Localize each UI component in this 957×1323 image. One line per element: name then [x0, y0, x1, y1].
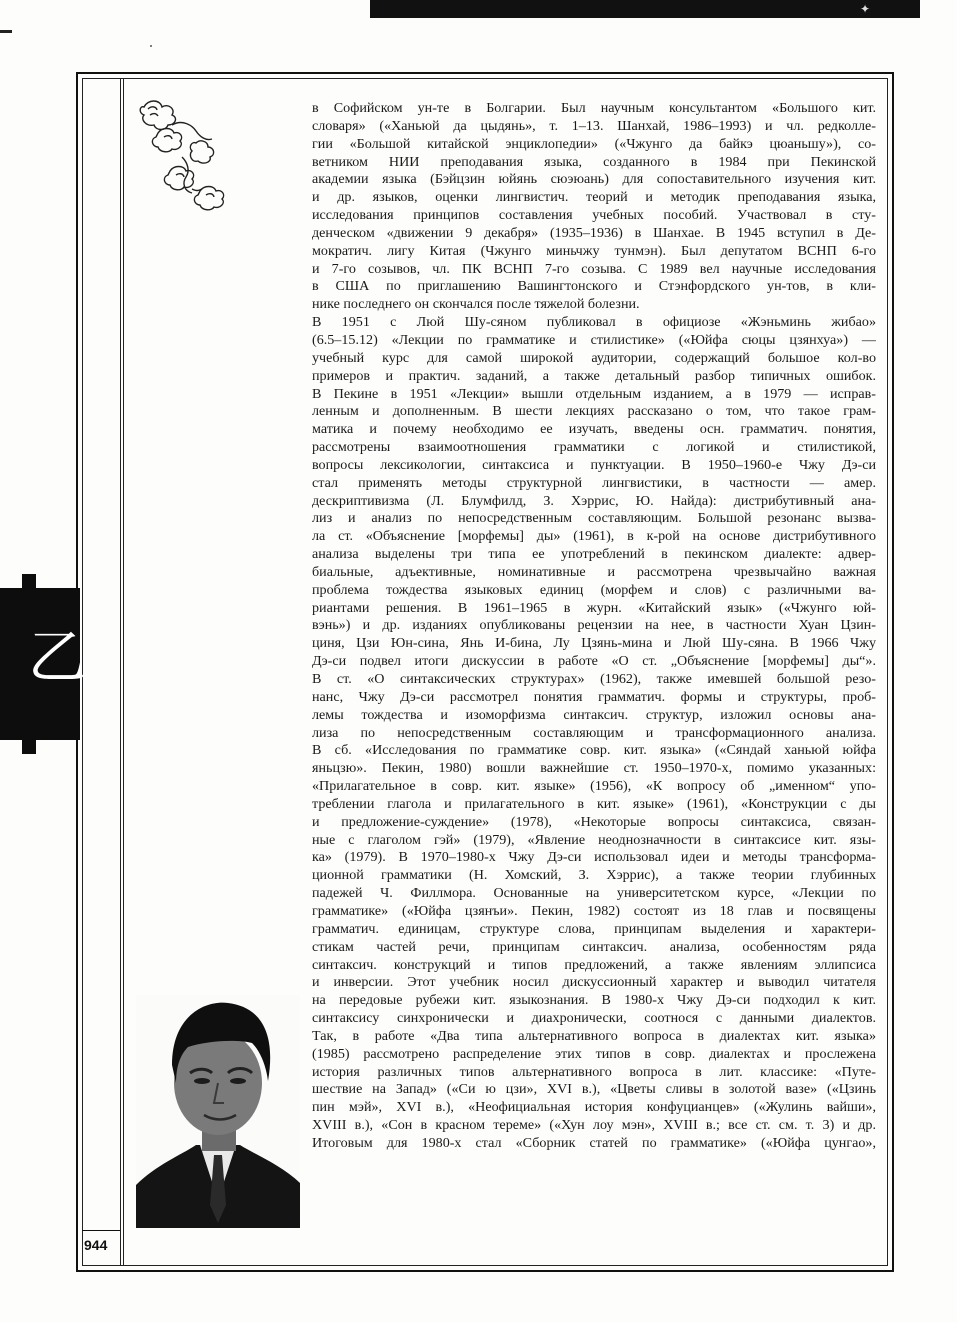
- text-line: (6.5–15.12) «Лекции по грамматике и стилистике» («Юйфа сюцы цзянхуа») —: [312, 331, 876, 348]
- text-line: ка» (1979). В 1970–1980-х Чжу Дэ-си использовал идеи и методы трансформа-: [312, 849, 876, 866]
- text-line: треблении глагола и прилагательного в кит. языке» (1961), «Конструкции с ды: [312, 795, 876, 812]
- text-line: В сб. «Исследования по грамматике совр. кит. языка» («Сяндай ханьюй юйфа: [312, 742, 876, 759]
- text-line: анализа выделены три типа ее употреблений в пекинском диалекте: адвер-: [312, 546, 876, 563]
- text-line: учебный курс для самой широкой аудитории, содержащий большое кол-во: [312, 349, 876, 366]
- header-ornament-icon: ✦: [859, 2, 870, 16]
- text-line: В 1951 с Люй Шу-сяном публиковал в официозе «Жэньминь жибао»: [312, 314, 876, 331]
- text-line: XVIII в.), «Сон в красном тереме» («Хун лоу мэн», XVIII в.; все ст. см. т. 3) и др.: [312, 1117, 876, 1134]
- text-line: проблема тождества языковых единиц (морфем и слов) с различными ва-: [312, 581, 876, 598]
- text-line: «Прилагательное в совр. кит. языке» (1956), «К вопросу об „именном“ упо-: [312, 778, 876, 795]
- text-line: пин мэй», XVI в.), «Неофициальная история конфуцианцев» («Жулинь вайши»,: [312, 1099, 876, 1116]
- text-line: синтаксису синхронически и диахронически, соотнося с данными диалектов.: [312, 1010, 876, 1027]
- text-line: стал применять методы структурной лингвистики, в частности — амер.: [312, 474, 876, 491]
- cloud-ornament-icon: [136, 95, 241, 215]
- text-line: В ст. «О синтаксических структурах» (1962), также имевшей большой резо-: [312, 671, 876, 687]
- tab-stub-top: [22, 574, 36, 588]
- tab-stub-bottom: [22, 740, 36, 754]
- text-line: словаря» («Ханьюй да цыдянь», т. 1–13. Шанхай, 1986–1993) и чл. редколле-: [312, 117, 876, 134]
- page-number-rule: [82, 1230, 120, 1231]
- margin-rule-double: [123, 78, 124, 1266]
- text-line: академии языка (Бэйцзин юйянь сюэюань) для сопоставительного изучения кит.: [312, 171, 876, 188]
- section-thumb-tab: [0, 588, 87, 740]
- text-line: в США по приглашению Вашингтонского и Стэнфордского ун-тов, в кли-: [312, 278, 876, 295]
- text-line: денческом «движении 9 декабря» (1935–1936) в Шанхае. В 1945 вступил в Де-: [312, 224, 876, 241]
- text-line: исследования принципов составления учебных пособий. Участвовал в сту-: [312, 207, 876, 224]
- text-line: дескриптивизма (Л. Блумфилд, З. Хэррис, Ю. Найда): дистрибутивный ана-: [312, 492, 876, 509]
- text-line: и 7-го созывов, чл. ПК ВСНП 7-го созыва. С 1989 вел научные исследования: [312, 260, 876, 277]
- text-line: яньцзю». Пекин, 1980) вошли важнейшие ст. 1950–1970-х, помимо указанных:: [312, 760, 876, 777]
- text-line: матика и почему необходимо ее изучать, введены осн. грамматич. понятия,: [312, 421, 876, 438]
- text-line: В Пекине в 1951 «Лекции» вышли отдельным изданием, а в 1979 — исправ-: [312, 385, 876, 402]
- margin-rule: [120, 78, 121, 1266]
- text-line: ные с глаголом гэй» (1979), «Явление неоднозначности в синтаксисе кит. язы-: [312, 831, 876, 848]
- text-line: вопросы лексикологии, синтаксиса и пунктуации. В 1950–1960-е Чжу Дэ-си: [312, 456, 876, 473]
- text-line: шествие на Запад» («Си ю цзи», XVI в.), «Цветы сливы в золотой вазе» («Цзинь: [312, 1081, 876, 1098]
- text-line: и инверсии. Этот учебник носил дискуссионный характер и выводил читателя: [312, 974, 876, 991]
- scan-dot: [150, 45, 152, 47]
- text-line: падежей Ч. Филлмора. Основанные на университетском курсе, «Лекции по: [312, 885, 876, 902]
- text-line: нике последнего он скончался после тяжелой болезни.: [312, 296, 640, 313]
- text-line: циня, Цзи Юн-сина, Янь И-бина, Лу Цзянь-мина и Люй Шу-сяна. В 1966 Чжу: [312, 635, 876, 652]
- text-line: стикам частей речи, принципам синтаксич. анализа, особенностям ряда: [312, 938, 876, 955]
- top-header-bar: [370, 0, 920, 18]
- text-line: биальные, адъективные, номинативные и рассмотрена чрезвычайно важная: [312, 563, 876, 580]
- text-line: риантами решения. В 1961–1965 в журн. «Китайский язык» («Чжунго юй-: [312, 599, 876, 616]
- text-line: грамматич. единицам, структуре слова, принципам выделения и характери-: [312, 920, 876, 937]
- text-line: и предложение-суждение» (1978), «Некоторые вопросы синтаксиса, связан-: [312, 813, 876, 830]
- crop-mark: [0, 30, 12, 33]
- text-line: мократич. лигу Китая (Чжунго миньчжу тунмэн). Был депутатом ВСНП 6-го: [312, 242, 876, 259]
- text-line: Дэ-си подвел итоги дискуссии в работе «О ст. „Объяснение [морфемы] ды“».: [312, 653, 876, 670]
- text-line: история различных типов альтернативного вопроса в лит. классике: «Путе-: [312, 1063, 876, 1080]
- text-line: лемы тождества и изоморфизма синтаксич. структур, изложил основы ана-: [312, 706, 876, 723]
- text-line: ленным и дополненным. В шести лекциях рассказано о том, что такое грам-: [312, 403, 876, 420]
- text-line: гии «Большой китайской энциклопедии» («Чжунго да байкэ цюаньшу»), со-: [312, 135, 876, 152]
- text-line: ционной грамматики (Н. Хомский, З. Хэррис), а также теории глубинных: [312, 867, 876, 884]
- page-number: 944: [84, 1237, 108, 1253]
- text-line: (1985) рассмотрено распределение этих типов в совр. диалектах и прослежена: [312, 1045, 876, 1062]
- text-line: ветником НИИ преподавания языка, созданного в 1984 при Пекинской: [312, 153, 876, 170]
- portrait-photo: [136, 995, 300, 1228]
- text-line: лиза по непосредственным составляющим и трансформационного анализа.: [312, 724, 876, 741]
- section-character: 乙: [28, 623, 87, 691]
- text-line: примеров и практич. заданий, а также детальный разбор типичных ошибок.: [312, 367, 876, 384]
- text-line: в Софийском ун-те в Болгарии. Был научным консультантом «Большого кит.: [312, 100, 876, 116]
- text-line: Итоговым для 1980-х стал «Сборник статей по грамматике» («Юйфа цунгао»,: [312, 1134, 876, 1151]
- text-line: грамматике» («Юйфа цзянъи». Пекин, 1982) состоят из 18 глав и посвящены: [312, 902, 876, 919]
- text-line: на передовые рубежи кит. языкознания. В 1980-х Чжу Дэ-си подходил к кит.: [312, 992, 876, 1009]
- text-line: ла ст. «Объяснение [морфемы] ды» (1961), в к-рой на основе дистрибутивного: [312, 528, 876, 545]
- text-line: Так, в работе «Два типа альтернативного вопроса в диалектах кит. языка»: [312, 1027, 876, 1044]
- text-line: рассмотрены взаимоотношения грамматики с логикой и стилистикой,: [312, 439, 876, 456]
- text-line: и др. языков, оценки лингвистич. теорий и методик преподавания языка,: [312, 189, 876, 206]
- article-body: [312, 100, 876, 1153]
- text-line: лиз и анализ по непосредственным составляющим. Большой резонанс вызва-: [312, 510, 876, 527]
- text-line: нанс, Чжу Дэ-си рассмотрел понятия грамматич. формы и структуры, проб-: [312, 688, 876, 705]
- text-line: вэнь») и др. изданиях опубликованы рецензии на нее, в частности Хуан Цзин-: [312, 617, 876, 634]
- text-line: синтаксич. конструкций и типов предложений, а также явлениям эллипсиса: [312, 956, 876, 973]
